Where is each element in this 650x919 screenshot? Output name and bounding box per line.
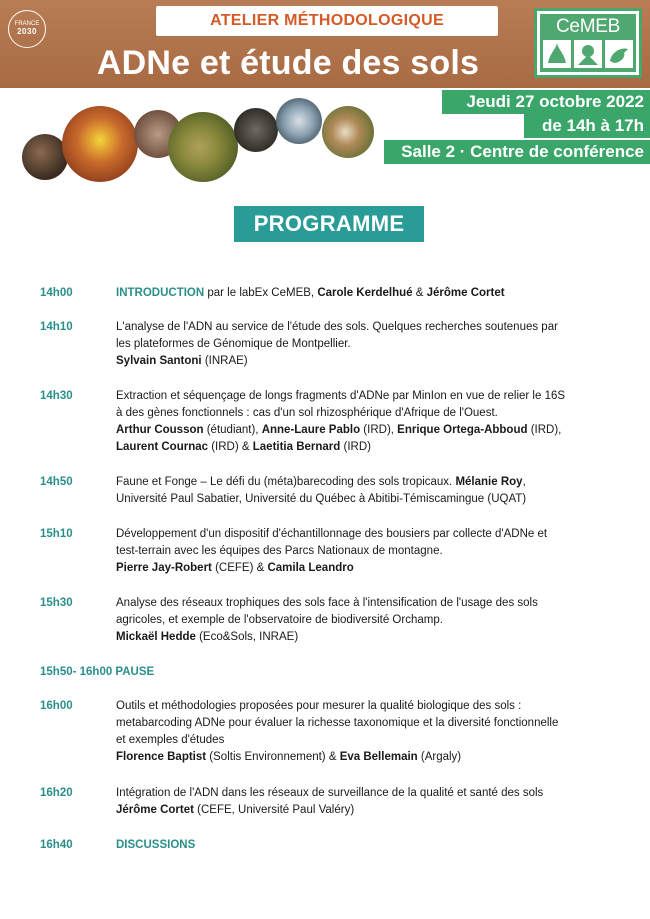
speakers-line	[116, 802, 594, 819]
separator-text: &	[412, 287, 427, 299]
speakers-line	[116, 422, 594, 439]
speaker-affiliation: (IRD)	[340, 441, 371, 453]
speaker-name: Arthur Cousson	[116, 424, 204, 436]
speaker-affiliation: (IRD) &	[208, 441, 253, 453]
talk-title-line	[116, 474, 594, 491]
schedule-content	[116, 526, 594, 577]
talk-title-line: agricoles, et exemple de l'observatoire de biodiversité Orchamp.	[116, 614, 443, 626]
discussions-label: DISCUSSIONS	[116, 839, 196, 851]
schedule-time: 14h10	[40, 321, 73, 333]
intro-text: par le labEx CeMEB,	[204, 287, 318, 299]
schedule-time: 16h40	[40, 839, 73, 851]
intro-label: INTRODUCTION	[116, 287, 205, 299]
schedule-content	[116, 474, 594, 508]
talk-title-line: Outils et méthodologies proposées pour mesurer la qualité biologique des sols :	[116, 700, 522, 712]
speaker-name: Carole Kerdelhué	[317, 287, 413, 299]
page-title: ADNe et étude des sols	[96, 44, 480, 82]
schedule-content	[116, 785, 594, 819]
speaker-name: Jérôme Cortet	[426, 287, 505, 299]
speakers-line	[116, 560, 594, 577]
speakers-line	[116, 439, 594, 456]
schedule-content	[116, 319, 594, 370]
talk-title-line: metabarcoding ADNe pour évaluer la richesse taxonomique et la diversité fonctionnelle	[116, 717, 559, 729]
programme-heading: PROGRAMME	[234, 206, 424, 242]
speaker-name: Florence Baptist	[116, 751, 207, 763]
photo-springtails	[276, 98, 322, 144]
france-2030-logo	[8, 10, 46, 48]
cemeb-logo-text: CeMEB	[556, 16, 620, 37]
speaker-name: Jérôme Cortet	[116, 804, 194, 816]
photo-mushroom	[322, 106, 374, 158]
speaker-affiliation: (IRD),	[527, 424, 562, 436]
speaker-affiliation: (INRAE)	[201, 355, 248, 367]
talk-title-line: Intégration de l'ADN dans les réseaux de surveillance de la qualité et santé des sols	[116, 787, 544, 799]
photo-collage	[0, 88, 380, 188]
speaker-name: Pierre Jay-Robert	[116, 562, 212, 574]
speaker-affiliation: (IRD),	[360, 424, 398, 436]
photo-worm	[168, 112, 238, 182]
photo-insects	[234, 108, 278, 152]
talk-title-line: Analyse des réseaux trophiques des sols face à l'intensification de l'usage des sols	[116, 597, 538, 609]
schedule-time: 16h20	[40, 787, 73, 799]
speaker-affiliation: (Argaly)	[417, 751, 462, 763]
affiliation-line: Université Paul Sabatier, Université du Québec à Abitibi-Témiscamingue (UQAT)	[116, 493, 527, 505]
cemeb-logo-pictograms-icon	[542, 39, 634, 69]
speakers-line	[116, 353, 594, 370]
talk-title-text: Faune et Fonge – Le défi du (méta)barecoding des sols tropicaux.	[116, 476, 456, 488]
speaker-affiliation: (CEFE, Université Paul Valéry)	[193, 804, 355, 816]
speaker-name: Laurent Cournac	[116, 441, 209, 453]
speaker-name: Anne-Laure Pablo	[261, 424, 361, 436]
speakers-line	[116, 629, 594, 646]
speaker-affiliation: ,	[522, 476, 526, 488]
speaker-name: Mélanie Roy	[455, 476, 523, 488]
photo-mite	[62, 106, 138, 182]
schedule-time: 14h50	[40, 476, 73, 488]
speaker-name: Laetitia Bernard	[252, 441, 341, 453]
schedule-content	[116, 285, 594, 302]
talk-title-line: les plateformes de Génomique de Montpellier.	[116, 338, 351, 350]
speaker-affiliation: (Eco&Sols, INRAE)	[195, 631, 299, 643]
schedule-time: 15h30	[40, 597, 73, 609]
speaker-affiliation: (CEFE) &	[211, 562, 268, 574]
event-time-banner: de 14h à 17h	[524, 114, 650, 138]
speaker-affiliation: (Soltis Environnement) &	[206, 751, 340, 763]
schedule-time: 16h00	[40, 700, 73, 712]
speaker-name: Eva Bellemain	[339, 751, 418, 763]
france-2030-logo-top: FRANCE	[14, 21, 40, 28]
speaker-name: Sylvain Santoni	[116, 355, 202, 367]
event-date-banner: Jeudi 27 octobre 2022	[442, 90, 650, 114]
talk-title-line: Développement d'un dispositif d'échantillonnage des bousiers par collecte d'ADNe et	[116, 528, 548, 540]
schedule-time: 14h00	[40, 287, 73, 299]
speaker-name: Enrique Ortega-Abboud	[397, 424, 528, 436]
workshop-label: ATELIER MÉTHODOLOGIQUE	[156, 6, 498, 36]
schedule-content	[116, 388, 594, 456]
talk-title-line: test-terrain avec les équipes des Parcs Nationaux de montagne.	[116, 545, 443, 557]
schedule-content	[116, 698, 594, 766]
speaker-affiliation: (étudiant),	[203, 424, 262, 436]
pause-label: 15h50- 16h00 PAUSE	[40, 666, 155, 678]
schedule-content	[116, 837, 594, 854]
talk-title-line: à des gènes fonctionnels : cas d'un sol rhizosphérique d'Afrique de l'Ouest.	[116, 407, 498, 419]
speaker-name: Mickaël Hedde	[116, 631, 196, 643]
schedule-content	[116, 595, 594, 646]
talk-title-line: L'analyse de l'ADN au service de l'étude des sols. Quelques recherches soutenues par	[116, 321, 558, 333]
talk-title-line: Extraction et séquençage de longs fragments d'ADNe par MinIon en vue de relier le 16S	[116, 390, 566, 402]
schedule-time: 15h10	[40, 528, 73, 540]
speaker-name: Camila Leandro	[267, 562, 354, 574]
schedule-time: 14h30	[40, 390, 73, 402]
cemeb-logo	[534, 8, 642, 78]
france-2030-logo-year: 2030	[17, 26, 37, 36]
event-room-banner: Salle 2 · Centre de conférence	[384, 140, 650, 164]
talk-title-line: et exemples d'études	[116, 734, 225, 746]
speakers-line	[116, 749, 594, 766]
